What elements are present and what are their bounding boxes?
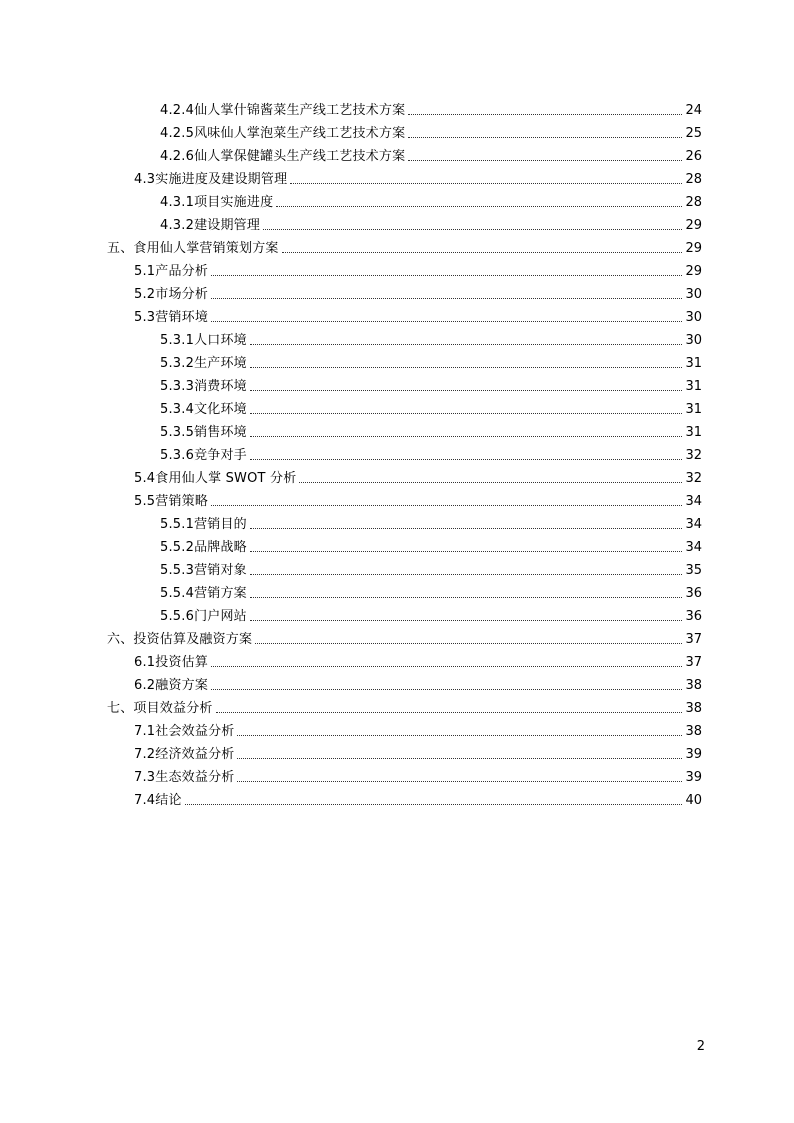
toc-dot-leader xyxy=(237,735,682,736)
toc-entry-page: 38 xyxy=(685,678,702,693)
toc-entry[interactable] xyxy=(134,257,702,280)
toc-entry[interactable] xyxy=(160,211,702,234)
toc-entry-page: 29 xyxy=(685,241,702,256)
toc-entry-page: 37 xyxy=(685,655,702,670)
toc-entry[interactable] xyxy=(160,96,702,119)
toc-entry-title: 4.3.1项目实施进度 xyxy=(160,195,274,210)
toc-entry-page: 34 xyxy=(685,540,702,555)
toc-entry[interactable] xyxy=(160,188,702,211)
toc-dot-leader xyxy=(282,252,683,253)
toc-entry-title: 4.3.2建设期管理 xyxy=(160,218,261,233)
toc-entry-title: 5.3.6竞争对手 xyxy=(160,448,247,463)
toc-dot-leader xyxy=(408,160,682,161)
toc-dot-leader xyxy=(263,229,682,230)
toc-entry-title: 6.2融资方案 xyxy=(134,678,209,693)
toc-entry[interactable] xyxy=(160,119,702,142)
toc-entry[interactable] xyxy=(107,625,702,648)
toc-entry-title: 七、项目效益分析 xyxy=(107,701,213,716)
toc-entry-page: 39 xyxy=(685,747,702,762)
toc-entry-title: 5.3.4文化环境 xyxy=(160,402,247,417)
toc-entry-page: 31 xyxy=(685,425,702,440)
toc-entry-page: 32 xyxy=(685,448,702,463)
toc-entry-title: 4.2.5风味仙人掌泡菜生产线工艺技术方案 xyxy=(160,126,406,141)
toc-entry[interactable] xyxy=(160,418,702,441)
toc-dot-leader xyxy=(237,781,682,782)
toc-entry-title: 5.3.5销售环境 xyxy=(160,425,247,440)
toc-dot-leader xyxy=(250,436,683,437)
toc-dot-leader xyxy=(185,804,683,805)
toc-entry-page: 26 xyxy=(685,149,702,164)
toc-entry[interactable] xyxy=(134,740,702,763)
toc-entry-title: 4.3实施进度及建设期管理 xyxy=(134,172,288,187)
toc-entry-title: 7.4结论 xyxy=(134,793,182,808)
toc-entry[interactable] xyxy=(160,556,702,579)
toc-entry-title: 五、食用仙人掌营销策划方案 xyxy=(107,241,279,256)
toc-dot-leader xyxy=(211,666,682,667)
toc-dot-leader xyxy=(290,183,682,184)
toc-entry-title: 5.2市场分析 xyxy=(134,287,209,302)
toc-entry-page: 31 xyxy=(685,402,702,417)
toc-dot-leader xyxy=(211,321,682,322)
toc-entry-title: 5.3.3消费环境 xyxy=(160,379,247,394)
toc-dot-leader xyxy=(255,643,682,644)
toc-dot-leader xyxy=(408,137,682,138)
toc-entry-title: 5.5.6门户网站 xyxy=(160,609,247,624)
toc-entry-page: 28 xyxy=(685,172,702,187)
toc-dot-leader xyxy=(216,712,683,713)
toc-entry-title: 5.3.1人口环境 xyxy=(160,333,247,348)
toc-entry-title: 7.2经济效益分析 xyxy=(134,747,235,762)
toc-entry[interactable] xyxy=(160,510,702,533)
toc-entry-page: 29 xyxy=(685,264,702,279)
toc-entry-page: 36 xyxy=(685,586,702,601)
toc-entry-title: 4.2.6仙人掌保健罐头生产线工艺技术方案 xyxy=(160,149,406,164)
toc-entry-page: 30 xyxy=(685,287,702,302)
toc-entry-page: 40 xyxy=(685,793,702,808)
toc-entry[interactable] xyxy=(134,280,702,303)
toc-entry-page: 32 xyxy=(685,471,702,486)
toc-entry-title: 5.5营销策略 xyxy=(134,494,209,509)
toc-entry-title: 5.3.2生产环境 xyxy=(160,356,247,371)
toc-entry-page: 39 xyxy=(685,770,702,785)
toc-dot-leader xyxy=(250,413,683,414)
toc-entry-page: 31 xyxy=(685,379,702,394)
toc-dot-leader xyxy=(211,689,682,690)
toc-entry[interactable] xyxy=(134,717,702,740)
toc-entry[interactable] xyxy=(160,349,702,372)
toc-entry-page: 38 xyxy=(685,724,702,739)
toc-dot-leader xyxy=(250,344,683,345)
toc-dot-leader xyxy=(211,505,682,506)
toc-dot-leader xyxy=(408,114,682,115)
toc-entry-page: 37 xyxy=(685,632,702,647)
toc-entry-page: 29 xyxy=(685,218,702,233)
toc-entry[interactable] xyxy=(134,648,702,671)
toc-entry-page: 24 xyxy=(685,103,702,118)
toc-dot-leader xyxy=(250,459,683,460)
toc-entry[interactable] xyxy=(134,165,702,188)
toc-entry[interactable] xyxy=(160,372,702,395)
toc-entry-page: 34 xyxy=(685,517,702,532)
toc-dot-leader xyxy=(299,482,682,483)
toc-entry[interactable] xyxy=(160,326,702,349)
toc-entry-title: 5.4食用仙人掌 SWOT 分析 xyxy=(134,471,297,486)
toc-entry[interactable] xyxy=(160,533,702,556)
toc-dot-leader xyxy=(211,275,682,276)
toc-entry-page: 25 xyxy=(685,126,702,141)
toc-entry-page: 30 xyxy=(685,333,702,348)
toc-dot-leader xyxy=(250,551,683,552)
toc-entry-page: 38 xyxy=(685,701,702,716)
toc-entry[interactable] xyxy=(107,234,702,257)
toc-entry[interactable] xyxy=(134,763,702,786)
toc-entry-title: 5.5.3营销对象 xyxy=(160,563,247,578)
toc-entry[interactable] xyxy=(107,694,702,717)
toc-entry-title: 5.1产品分析 xyxy=(134,264,209,279)
toc-dot-leader xyxy=(250,390,683,391)
toc-entry-title: 6.1投资估算 xyxy=(134,655,209,670)
toc-entry[interactable] xyxy=(160,395,702,418)
toc-entry[interactable] xyxy=(134,487,702,510)
toc-entry-title: 7.3生态效益分析 xyxy=(134,770,235,785)
toc-entry-page: 34 xyxy=(685,494,702,509)
toc-entry[interactable] xyxy=(134,671,702,694)
toc-dot-leader xyxy=(250,367,683,368)
toc-dot-leader xyxy=(250,574,683,575)
toc-entry-title: 六、投资估算及融资方案 xyxy=(107,632,253,647)
toc-dot-leader xyxy=(250,597,683,598)
toc-entry[interactable] xyxy=(160,142,702,165)
toc-dot-leader xyxy=(250,528,683,529)
toc-dot-leader xyxy=(211,298,682,299)
toc-dot-leader xyxy=(276,206,682,207)
toc-entry-page: 28 xyxy=(685,195,702,210)
toc-entry-title: 5.3营销环境 xyxy=(134,310,209,325)
toc-entry-title: 5.5.2品牌战略 xyxy=(160,540,247,555)
toc-dot-leader xyxy=(237,758,682,759)
toc-entry-page: 35 xyxy=(685,563,702,578)
toc-entry-title: 4.2.4仙人掌什锦酱菜生产线工艺技术方案 xyxy=(160,103,406,118)
toc-entry-title: 7.1社会效益分析 xyxy=(134,724,235,739)
page-number: 2 xyxy=(696,1039,705,1054)
toc-entry-title: 5.5.1营销目的 xyxy=(160,517,247,532)
toc-dot-leader xyxy=(250,620,683,621)
toc-entry-page: 36 xyxy=(685,609,702,624)
toc-entry[interactable] xyxy=(160,579,702,602)
toc-entry-page: 31 xyxy=(685,356,702,371)
toc-entry[interactable] xyxy=(160,441,702,464)
toc-entry-title: 5.5.4营销方案 xyxy=(160,586,247,601)
toc-entry[interactable] xyxy=(160,602,702,625)
toc-entry[interactable] xyxy=(134,786,702,809)
toc-entry-page: 30 xyxy=(685,310,702,325)
toc-entry[interactable] xyxy=(134,464,702,487)
toc-entry[interactable] xyxy=(134,303,702,326)
